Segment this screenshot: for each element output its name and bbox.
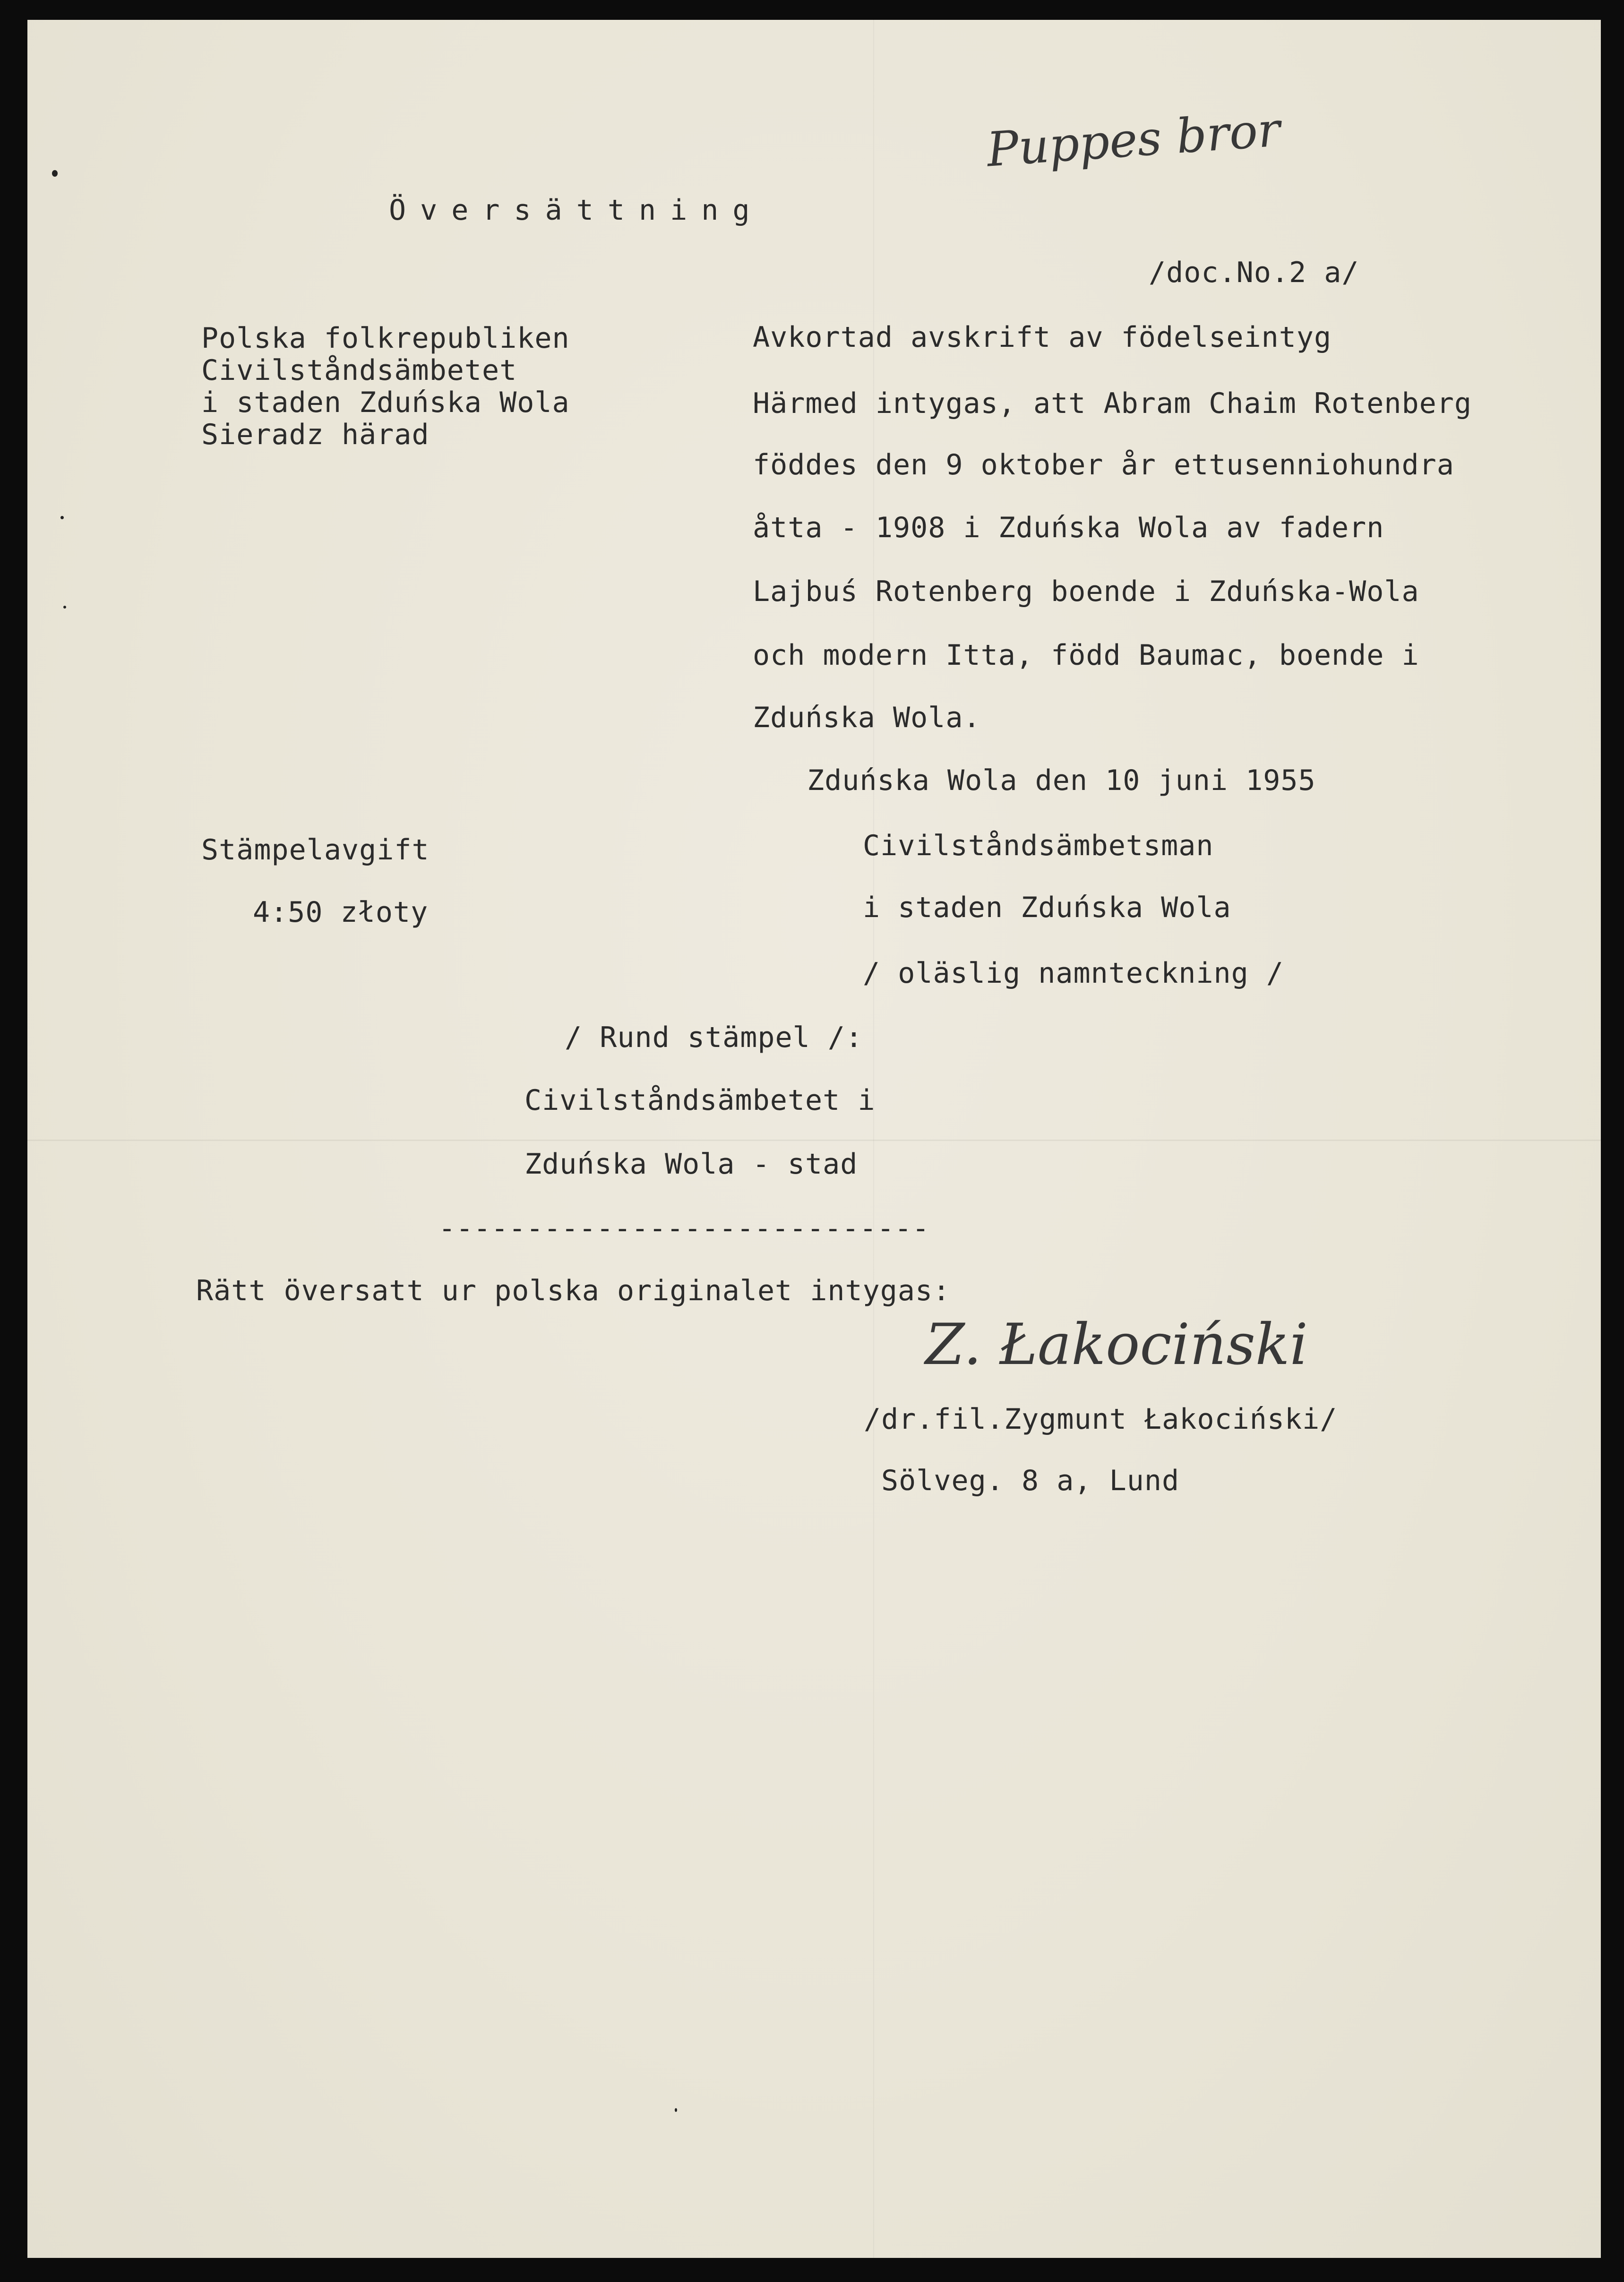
stamp-line: / Rund stämpel /: xyxy=(565,1021,863,1054)
issuer-line: i staden Zduńska Wola xyxy=(201,386,570,419)
document-heading: Översättning xyxy=(389,194,764,227)
paper-mark xyxy=(52,170,58,177)
document-number: /doc.No.2 a/ xyxy=(1149,256,1359,289)
issuer-line: Civilståndsämbetet xyxy=(201,354,517,387)
translator-signature: Z. Łakociński xyxy=(925,1312,1308,1378)
paper-mark xyxy=(60,516,64,519)
body-line: Lajbuś Rotenberg boende i Zduńska-Wola xyxy=(753,575,1419,608)
body-line: föddes den 9 oktober år ettusenniohundra xyxy=(753,448,1454,481)
fee-amount: 4:50 złoty xyxy=(253,896,429,929)
stamp-line: Zduńska Wola - stad xyxy=(524,1148,858,1181)
document-page xyxy=(27,20,1601,2258)
paper-mark xyxy=(63,606,66,609)
fold-line-vertical xyxy=(873,20,874,2258)
body-line: Härmed intygas, att Abram Chaim Rotenberg xyxy=(753,387,1472,420)
fee-label: Stämpelavgift xyxy=(201,833,430,866)
translator-name: /dr.fil.Zygmunt Łakociński/ xyxy=(864,1403,1338,1436)
issuer-line: Sieradz härad xyxy=(201,418,430,451)
translator-address: Sölveg. 8 a, Lund xyxy=(881,1464,1180,1497)
paper-mark xyxy=(675,2108,677,2112)
stamp-line: Civilståndsämbetet i xyxy=(524,1084,876,1117)
fold-line xyxy=(27,1140,1601,1141)
divider: ---------------------------- xyxy=(438,1212,930,1245)
body-line: och modern Itta, född Baumac, boende i xyxy=(753,639,1419,672)
body-line: Zduńska Wola. xyxy=(753,701,981,734)
official-line: / oläslig namnteckning / xyxy=(863,957,1284,990)
handwritten-annotation: Puppes bror xyxy=(985,102,1282,178)
body-line: åtta - 1908 i Zduńska Wola av fadern xyxy=(753,511,1384,544)
official-line: Civilståndsämbetsman xyxy=(863,829,1214,862)
issuer-line: Polska folkrepubliken xyxy=(201,322,570,355)
certification-line: Rätt översatt ur polska originalet intygas: xyxy=(196,1274,951,1307)
body-line: Avkortad avskrift av födelseintyg xyxy=(753,321,1332,354)
official-line: i staden Zduńska Wola xyxy=(863,891,1231,924)
place-date: Zduńska Wola den 10 juni 1955 xyxy=(807,764,1316,797)
